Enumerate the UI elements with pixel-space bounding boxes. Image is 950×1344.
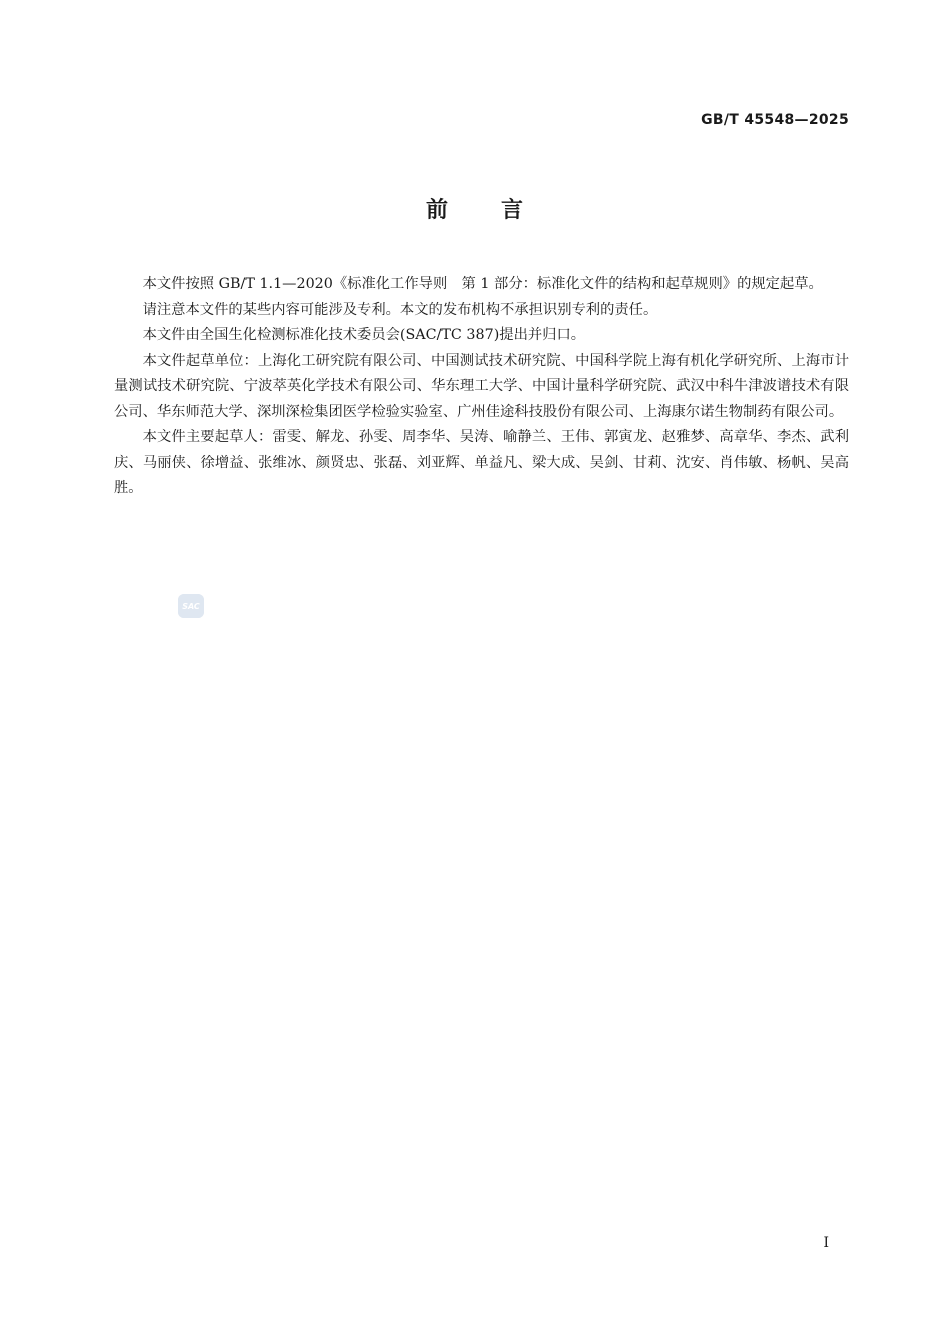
- foreword-body: [114, 272, 849, 502]
- page-title-char-1: 前: [425, 198, 449, 223]
- page-number: I: [823, 1235, 829, 1251]
- paragraph-drafting-units: 本文件起草单位：上海化工研究院有限公司、中国测试技术研究院、中国科学院上海有机化学研究所、上海市计量测试技术研究院、宁波萃英化学技术有限公司、华东理工大学、中国计量科学研究院、武汉中科牛津波谱技术有限公司、华东师范大学、深圳深检集团医学检验实验室、广州佳途科技股份有限公司、上海康尔诺生物制药有限公司。: [114, 352, 849, 420]
- paragraph-drafters: 本文件主要起草人：雷雯、解龙、孙雯、周李华、吴涛、喻静兰、王伟、郭寅龙、赵雅梦、高章华、李杰、武利庆、马丽侠、徐增益、张维冰、颜贤忠、张磊、刘亚辉、单益凡、梁大成、吴剑、甘莉、沈安、肖伟敏、杨帆、吴高胜。: [114, 429, 849, 496]
- paragraph-committee: 本文件由全国生化检测标准化技术委员会(SAC/TC 387)提出并归口。: [142, 327, 586, 343]
- paragraph-drafting-rules: 本文件按照 GB/T 1.1—2020《标准化工作导则 第 1 部分：标准化文件的结构和起草规则》的规定起草。: [142, 276, 823, 292]
- standard-code: GB/T 45548—2025: [701, 112, 849, 128]
- page-title: [0, 193, 950, 224]
- sac-watermark-logo: [178, 594, 204, 618]
- paragraph-patent-notice: 请注意本文件的某些内容可能涉及专利。本文的发布机构不承担识别专利的责任。: [142, 301, 658, 318]
- sac-logo-icon: [178, 594, 204, 618]
- svg-text:SAC: SAC: [182, 602, 200, 611]
- page-title-char-2: 言: [501, 198, 525, 223]
